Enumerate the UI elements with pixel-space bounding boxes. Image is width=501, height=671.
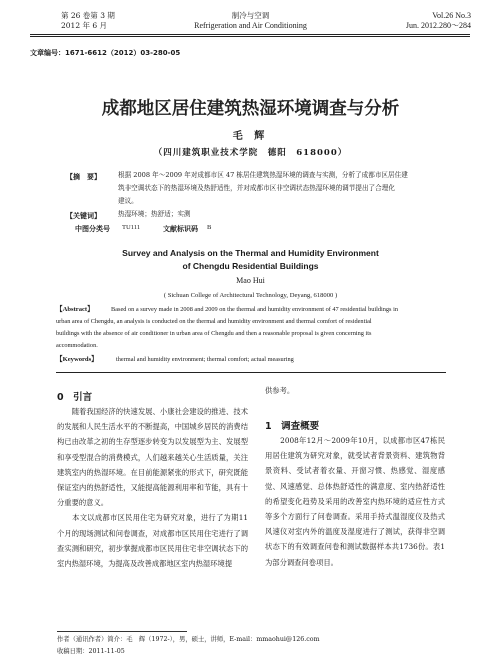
abstract-separator [56, 372, 446, 373]
section-0-paragraph-1: 随着我国经济的快速发展、小康社会建设的推进、技术的发展和人民生活水平的不断提高，中国城乡居民的消费结构已由改革之初的生存型逐步转变为以发展型为主、发展型和享受型混合的消费模式，人们越来越关心生活质量，关注建筑室内的热湿环境。在目前能源紧张的形式下，研究既能保证室内的热舒适性，又能提高能源利用率和节能，具有十分重要的意义。 [57, 407, 248, 508]
abstract-line-2: 筑非空调状态下的热湿环境及热舒适性，并对成都市区非空调状态热湿环境的调节提出了合理化 [118, 184, 395, 192]
english-abstract-line-3: buildings with the absence of air conditioner in urban area of Chengdu and then a reasonable proposal is given concerning its [56, 330, 372, 337]
abstract-line-1: 根据 2008 年～2009 年对成都市区 47 栋居住建筑热湿环境的调查与实测，分析了成都市区居住建 [118, 171, 408, 179]
received-date: 收稿日期：2011-11-05 [57, 648, 125, 655]
journal-volume: 第 26 卷第 3 期 [61, 11, 115, 20]
keywords-label: 【关键词】 [66, 212, 101, 220]
english-abstract-line-1: Based on a survey made in 2008 and 2009 on the thermal and humidity environment of 47 residential buildings in [111, 306, 398, 313]
section-1-heading: 1 调查概要 [265, 421, 320, 432]
header-rule [30, 34, 470, 35]
right-column-continuation: 供参考。 [265, 386, 295, 395]
english-title-line-1: Survey and Analysis on the Thermal and Humidity Environment [122, 248, 379, 258]
abstract-label: 【摘 要】 [66, 173, 101, 181]
journal-name-en: Refrigeration and Air Conditioning [194, 21, 307, 30]
section-1-body [265, 433, 445, 570]
section-0-heading: 0 引言 [57, 392, 93, 403]
english-title-line-2: of Chengdu Residential Buildings [182, 261, 319, 271]
abstract-line-3: 建议。 [118, 197, 138, 205]
english-abstract-label: 【Abstract】 [56, 306, 94, 313]
section-0-body [57, 404, 248, 571]
journal-name-cn: 制冷与空调 [231, 11, 270, 20]
volume-en: Vol.26 No.3 [432, 11, 471, 20]
author-name: 毛 辉 [232, 131, 269, 142]
section-1-paragraph-1: 2008年12月～2009年10月，以成都市区47栋民用居住建筑为研究对象，就受试者背景资料、建筑物背景资料、受试者着衣量、开窗习惯、热感觉、湿度感觉、风速感觉、总体热舒适性的满意度、室内热舒适性的希望变化趋势及采用的改善室内热环境的适应性方式等多个方面行了问卷调查。采用手持式温湿度仪及热式风速仪对室内外的温度及湿度进行了测试，获得非空调状态下的有效调查问卷和测试数据样本共1736份。表1为部分调查问卷项目。 [265, 436, 445, 567]
issue-date: 2012 年 6 月 [61, 21, 108, 30]
english-abstract-line-2: urban area of Chengdu, an analysis is conducted on the thermal and humidity environment and thermal comfort of residential [56, 318, 372, 325]
english-affiliation: ( Sichuan College of Architectural Technology, Deyang, 618000 ) [163, 292, 338, 299]
classification-label: 中图分类号 [75, 225, 110, 233]
paper-title: 成都地区居住建筑热湿环境调查与分析 [101, 99, 400, 119]
footnote-rule [57, 631, 187, 632]
author-footnote: 作者（通讯作者）简介：毛 辉（1972-），男，硕士，讲师，E-mail：mmaohui@126.com [57, 636, 320, 643]
pages-en: Jun. 2012.280～284 [405, 21, 471, 30]
english-abstract-line-4: accommodation. [56, 342, 98, 349]
english-author: Mao Hui [236, 276, 265, 285]
keywords-text: 热湿环境；热舒适；实测 [118, 210, 191, 218]
doc-code-label: 文献标识码 [163, 225, 198, 233]
english-keywords-text: thermal and humidity environment; thermal comfort; actual measuring [116, 356, 294, 363]
classification-code: TU111 [122, 224, 141, 231]
author-affiliation: （四川建筑职业技术学院 德阳 618000） [153, 148, 348, 158]
english-keywords-label: 【Keywords】 [56, 356, 98, 363]
header-rule-thin [30, 36, 470, 37]
article-number: 文章编号：1671-6612（2012）03-280-05 [30, 49, 181, 57]
doc-code: B [207, 224, 212, 231]
section-0-paragraph-2: 本文以成都市区民用住宅为研究对象，进行了为期11个月的现场测试和问卷调查，对成都市区民用住宅进行了调查实测和研究，初步掌握成都市区民用住宅非空调状态下的室内热湿环境，为提高及改善成都地区室内热湿环境提 [57, 513, 248, 569]
